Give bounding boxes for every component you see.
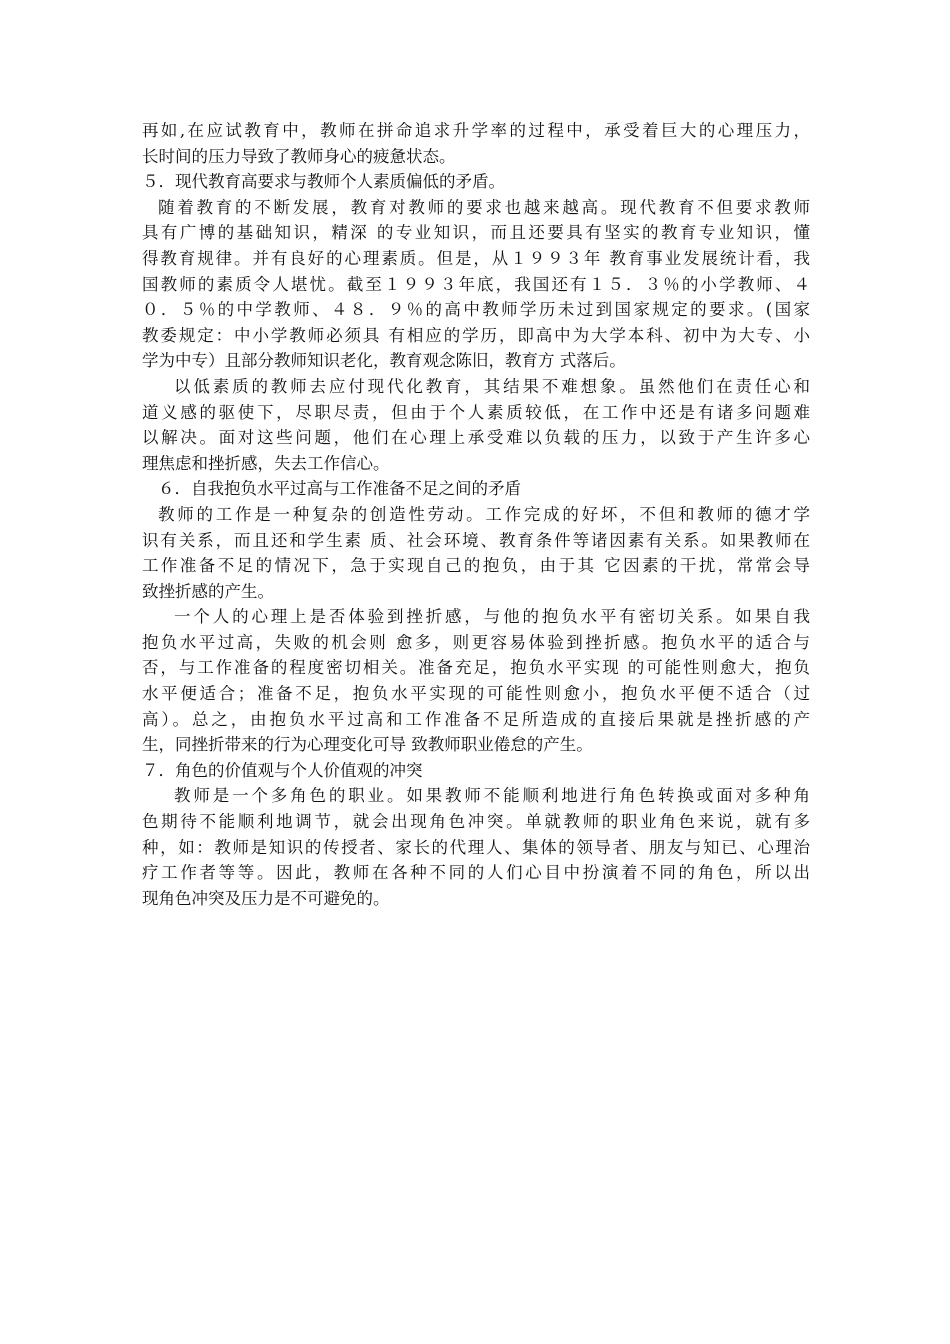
text-line: 以低素质的教师去应付现代化教育，其结果不难想象。虽然他们在责任心和 <box>174 376 810 396</box>
text-line: 教委规定：中小学教师必须具 有相应的学历，即高中为大学本科、初中为大专、小 <box>142 325 810 345</box>
text-line: 教师的工作是一种复杂的创造性劳动。工作完成的好坏，不但和教师的德才学 <box>158 504 810 524</box>
text-line: 学为中专）且部分教师知识老化，教育观念陈旧，教育方 式落后。 <box>142 351 626 371</box>
text-line: 一个人的心理上是否体验到挫折感，与他的抱负水平有密切关系。如果自我 <box>174 607 810 627</box>
text-line: 具有广博的基础知识，精深 的专业知识，而且还要具有坚实的教育专业知识，懂 <box>142 223 810 243</box>
text-line: 道义感的驱使下，尽职尽责，但由于个人素质较低，在工作中还是有诸多问题难 <box>142 402 810 422</box>
text-line: 国教师的素质令人堪忧。截至１９９３年底，我国还有１５．３％的小学教师、４ <box>142 274 810 294</box>
document-body <box>142 118 810 911</box>
text-line: 抱负水平过高，失败的机会则 愈多，则更容易体验到挫折感。抱负水平的适合与 <box>142 632 810 652</box>
section-heading-7: ７．角色的价值观与个人价值观的冲突 <box>142 760 423 780</box>
text-line: 否，与工作准备的程度密切相关。准备充足，抱负水平实现 的可能性则愈大，抱负 <box>142 658 810 678</box>
section-heading-6: ６．自我抱负水平过高与工作准备不足之间的矛盾 <box>158 479 521 499</box>
text-line: 以解决。面对这些问题，他们在心理上承受难以负载的压力，以致于产生许多心 <box>142 428 810 448</box>
text-line: 致挫折感的产生。 <box>142 581 274 601</box>
text-line: ０．５％的中学教师、４８．９％的高中教师学历未过到国家规定的要求。(国家 <box>142 300 810 320</box>
text-line: 教师是一个多角色的职业。如果教师不能顺利地进行角色转换或面对多种角 <box>174 786 810 806</box>
text-line: 工作准备不足的情况下，急于实现自己的抱负，由于其 它因素的干扰，常常会导 <box>142 556 810 576</box>
text-line: 随着教育的不断发展，教育对教师的要求也越来越高。现代教育不但要求教师 <box>158 197 810 217</box>
text-line: 生，同挫折带来的行为心理变化可导 致教师职业倦怠的产生。 <box>142 735 593 755</box>
text-line: 长时间的压力导致了教师身心的疲惫状态。 <box>142 146 456 166</box>
text-line: 疗工作者等等。因此，教师在各种不同的人们心目中扮演着不同的角色，所以出 <box>142 863 810 883</box>
text-line: 色期待不能顺利地调节，就会出现角色冲突。单就教师的职业角色来说，就有多 <box>142 812 810 832</box>
text-line: 识有关系，而且还和学生素 质、社会环境、教育条件等诸因素有关系。如果教师在 <box>142 530 810 550</box>
text-line: 现角色冲突及压力是不可避免的。 <box>142 888 390 908</box>
text-line: 水平便适合；准备不足，抱负水平实现的可能性则愈小，抱负水平便不适合（过 <box>142 684 810 704</box>
text-line: 高）。总之，由抱负水平过高和工作准备不足所造成的直接后果就是挫折感的产 <box>142 709 810 729</box>
text-line: 再如,在应试教育中，教师在拼命追求升学率的过程中，承受着巨大的心理压力， <box>142 121 810 140</box>
section-heading-5: ５．现代教育高要求与教师个人素质偏低的矛盾。 <box>142 172 505 192</box>
text-line: 种，如：教师是知识的传授者、家长的代理人、集体的领导者、朋友与知已、心理治 <box>142 837 810 857</box>
text-line: 理焦虑和挫折感，失去工作信心。 <box>142 453 390 473</box>
text-line: 得教育规律。并有良好的心理素质。但是，从１９９３年 教育事业发展统计看，我 <box>142 248 810 268</box>
